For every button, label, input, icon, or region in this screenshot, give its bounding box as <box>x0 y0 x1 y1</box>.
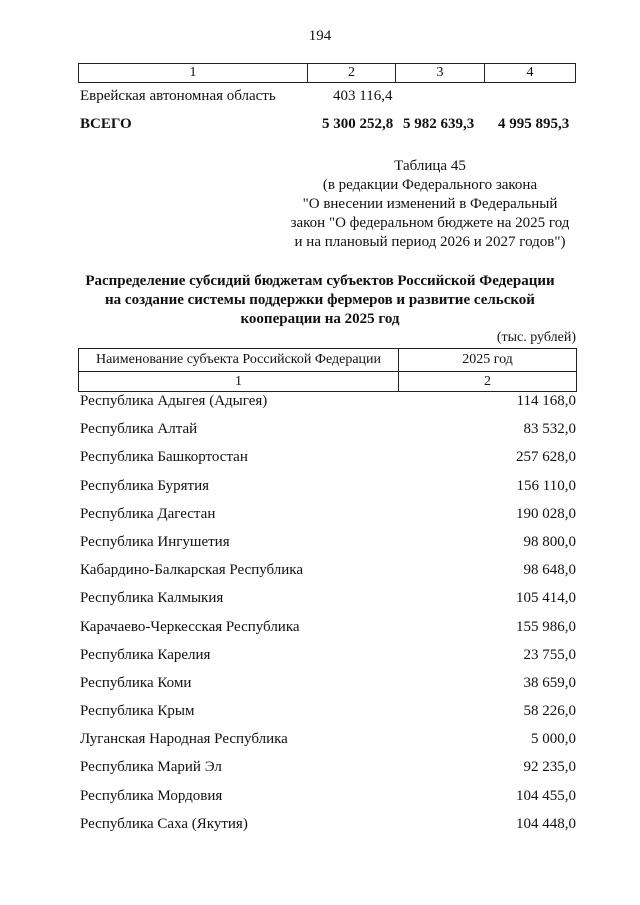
table-row <box>78 619 576 647</box>
region-name: Республика Калмыкия <box>80 590 224 607</box>
region-name: Республика Ингушетия <box>80 533 230 550</box>
table-row <box>78 562 576 590</box>
table-row <box>78 478 576 506</box>
header-num-2: 2 <box>484 373 491 389</box>
region-name: Карачаево-Черкесская Республика <box>80 618 300 635</box>
table-note-line: (в редакции Федерального закона <box>322 177 538 193</box>
region-name: Республика Дагестан <box>80 505 216 522</box>
region-value: 104 448,0 <box>516 815 576 832</box>
region-value: 156 110,0 <box>516 477 576 494</box>
table-row <box>78 788 576 816</box>
data-table-body <box>78 393 576 844</box>
table-row <box>78 421 576 449</box>
region-value: 104 455,0 <box>516 787 576 804</box>
table-note-line: "О внесении изменений в Федеральный <box>302 196 558 212</box>
region-name: Кабардино-Балкарская Республика <box>80 562 304 579</box>
region-value: 114 168,0 <box>516 393 576 409</box>
units-label: (тыс. рублей) <box>496 330 576 345</box>
table-row <box>78 647 576 675</box>
table-note-line: закон "О федеральном бюджете на 2025 год <box>290 215 570 231</box>
region-value: 83 532,0 <box>523 421 576 438</box>
region-value: 98 648,0 <box>523 562 576 579</box>
table-title <box>60 272 580 329</box>
header-col-year: 2025 год <box>462 352 513 367</box>
region-value: 190 028,0 <box>516 505 576 522</box>
column-number-header <box>78 63 576 83</box>
table-row <box>78 590 576 618</box>
column-number: 4 <box>526 65 534 80</box>
table-row <box>78 449 576 477</box>
region-name: Республика Бурятия <box>80 477 210 494</box>
table-row <box>78 759 576 787</box>
region-value: 58 226,0 <box>523 703 576 720</box>
region-name: Республика Коми <box>80 674 192 691</box>
table-row <box>78 816 576 844</box>
region-value: 92 235,0 <box>523 759 576 776</box>
total-2026: 5 982 639,3 <box>403 116 475 132</box>
table-title-line: Распределение субсидий бюджетам субъектов Российской Федерации <box>85 273 555 289</box>
table-header <box>78 348 577 392</box>
table-row <box>78 393 576 421</box>
region-name: Республика Башкортостан <box>80 449 248 466</box>
table-row <box>78 731 576 759</box>
table-title-line: кооперации на 2025 год <box>240 311 400 327</box>
table-note-number: Таблица 45 <box>394 158 466 174</box>
table-row <box>78 506 576 534</box>
total-2027: 4 995 895,3 <box>498 116 570 132</box>
column-number: 3 <box>396 64 485 82</box>
region-name: Республика Мордовия <box>80 787 223 804</box>
table-title-line: на создание системы поддержки фермеров и развитие сельской <box>105 292 535 308</box>
region-name: Луганская Народная Республика <box>80 731 288 748</box>
header-col-name: Наименование субъекта Российской Федерации <box>79 349 399 371</box>
region-value: 98 800,0 <box>523 533 576 550</box>
region-name: Республика Адыгея (Адыгея) <box>80 393 268 409</box>
region-value: 257 628,0 <box>516 449 576 466</box>
page-number: 194 <box>308 28 332 44</box>
total-label: ВСЕГО <box>80 116 132 132</box>
region-value: 155 986,0 <box>516 618 576 635</box>
region-name: Республика Алтай <box>80 421 198 438</box>
prev-row-value: 403 116,4 <box>333 88 393 104</box>
region-value: 105 414,0 <box>516 590 576 607</box>
region-value: 38 659,0 <box>523 674 576 691</box>
region-name: Республика Марий Эл <box>80 759 222 776</box>
table-row <box>78 534 576 562</box>
region-name: Республика Карелия <box>80 646 211 663</box>
column-number: 2 <box>308 64 396 82</box>
prev-row-name: Еврейская автономная область <box>80 88 276 104</box>
table-row <box>78 703 576 731</box>
column-number: 1 <box>79 64 308 82</box>
region-value: 23 755,0 <box>523 646 576 663</box>
table-note-line: и на плановый период 2026 и 2027 годов") <box>294 234 566 250</box>
table-note <box>280 157 580 252</box>
region-name: Республика Саха (Якутия) <box>80 815 248 832</box>
region-value: 5 000,0 <box>531 731 576 748</box>
total-2025: 5 300 252,8 <box>322 116 394 132</box>
table-row <box>78 675 576 703</box>
region-name: Республика Крым <box>80 703 195 720</box>
header-num-1: 1 <box>79 372 399 391</box>
